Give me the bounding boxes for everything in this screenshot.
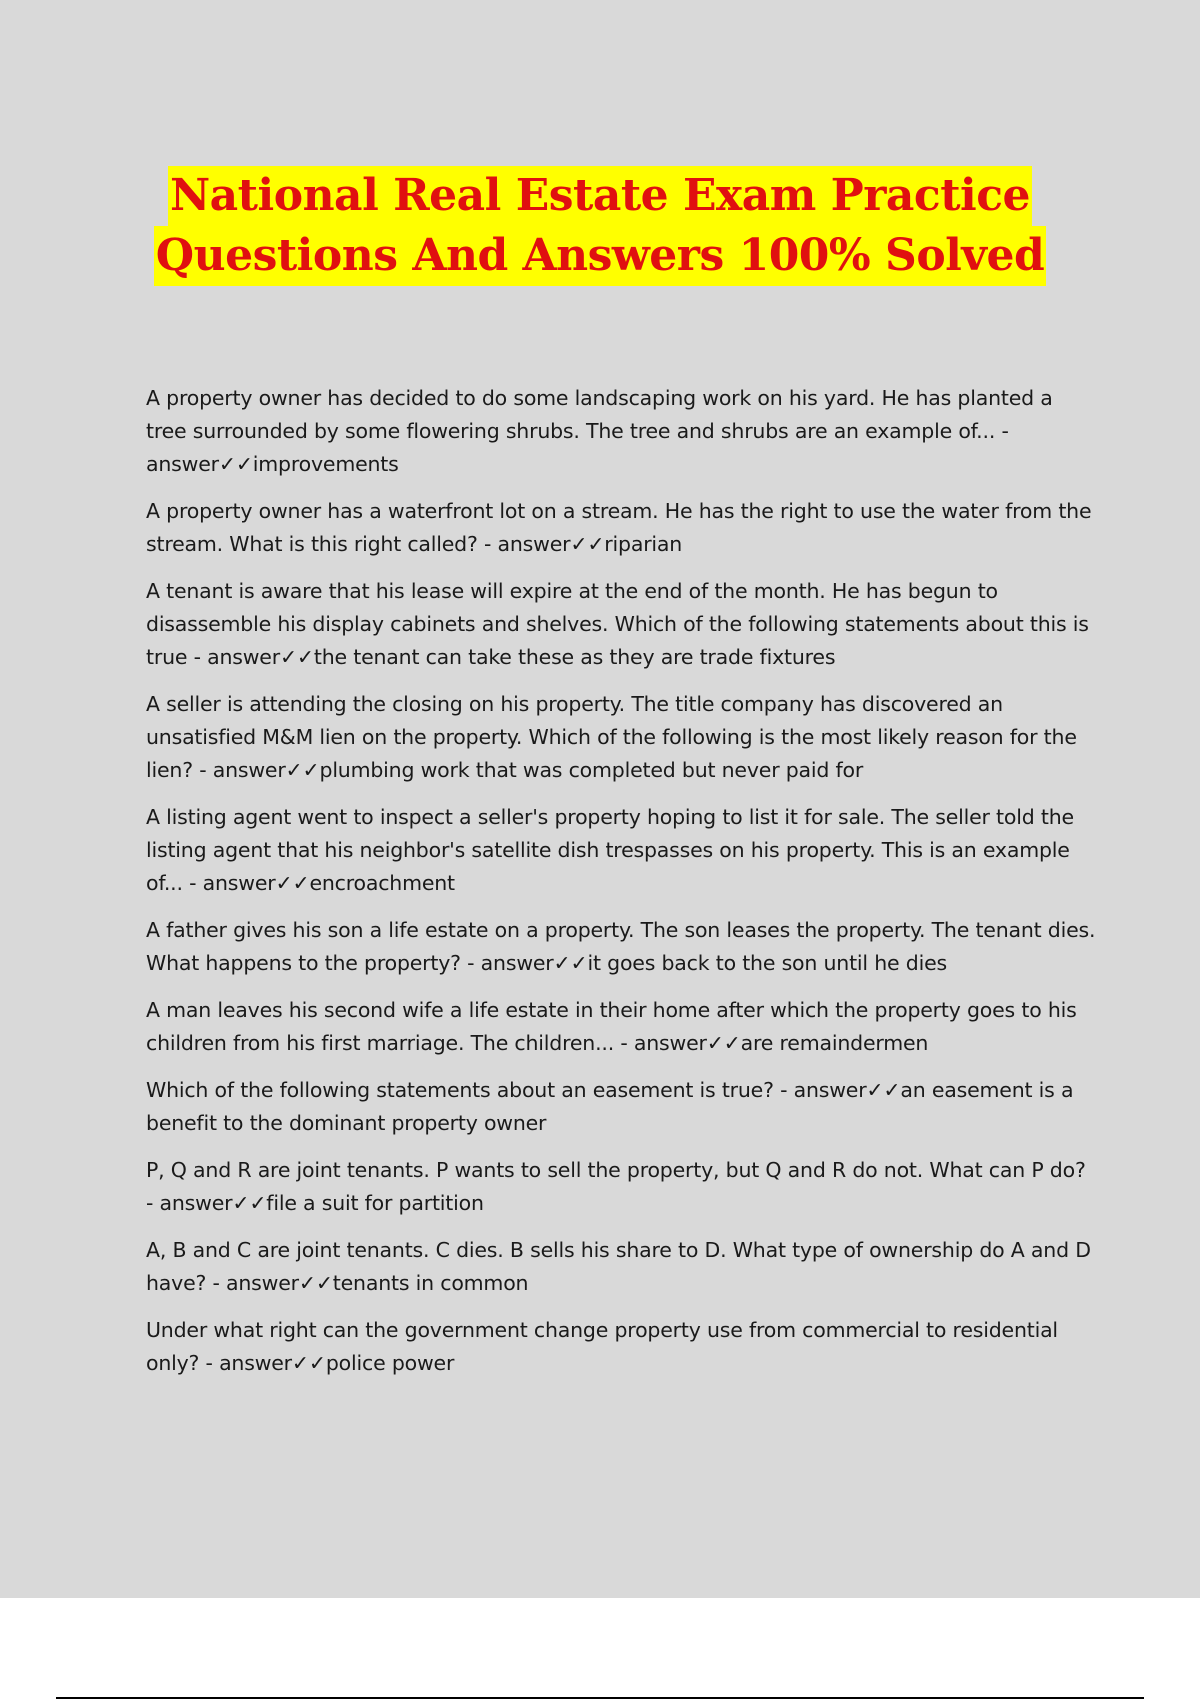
- title-line-2: Questions And Answers 100% Solved: [154, 226, 1046, 286]
- qa-item: A, B and C are joint tenants. C dies. B sells his share to D. What type of ownership do A and D have? - answer✓✓tenants in common: [146, 1238, 1091, 1295]
- page-divider: [56, 1697, 1144, 1699]
- qa-item: P, Q and R are joint tenants. P wants to sell the property, but Q and R do not. What can P do? - answer✓✓file a suit for partition: [146, 1158, 1086, 1215]
- qa-item: A tenant is aware that his lease will expire at the end of the month. He has begun to disassemble his display cabinets and shelves. Which of the following statements about this is true - answer✓✓the tenant can take these as they are trade fixtures: [146, 579, 1089, 669]
- qa-item: A listing agent went to inspect a seller's property hoping to list it for sale. The seller told the listing agent that his neighbor's satellite dish trespasses on his property. This is an example of... - answer✓✓encroachment: [146, 805, 1074, 895]
- document-title: [0, 166, 1200, 286]
- qa-item: Which of the following statements about an easement is true? - answer✓✓an easement is a benefit to the dominant property owner: [146, 1078, 1074, 1135]
- qa-item: A property owner has decided to do some landscaping work on his yard. He has planted a tree surrounded by some flowering shrubs. The tree and shrubs are an example of... - answer✓✓improvements: [146, 386, 1053, 476]
- qa-item: A property owner has a waterfront lot on a stream. He has the right to use the water from the stream. What is this right called? - answer✓✓riparian: [146, 499, 1092, 556]
- title-line-1: National Real Estate Exam Practice: [168, 166, 1032, 226]
- qa-item: A father gives his son a life estate on a property. The son leases the property. The tenant dies. What happens to the property? - answer✓✓it goes back to the son until he dies: [146, 918, 1096, 975]
- qa-item: A seller is attending the closing on his property. The title company has discovered an unsatisfied M&M lien on the property. Which of the following is the most likely reason for the lien? - answer✓✓plumbing work that was completed but never paid for: [146, 692, 1077, 782]
- qa-item: Under what right can the government change property use from commercial to residential only? - answer✓✓police power: [146, 1318, 1058, 1375]
- qa-item: A man leaves his second wife a life estate in their home after which the property goes to his children from his first marriage. The children... - answer✓✓are remaindermen: [146, 998, 1077, 1055]
- qa-list: [146, 382, 1096, 1394]
